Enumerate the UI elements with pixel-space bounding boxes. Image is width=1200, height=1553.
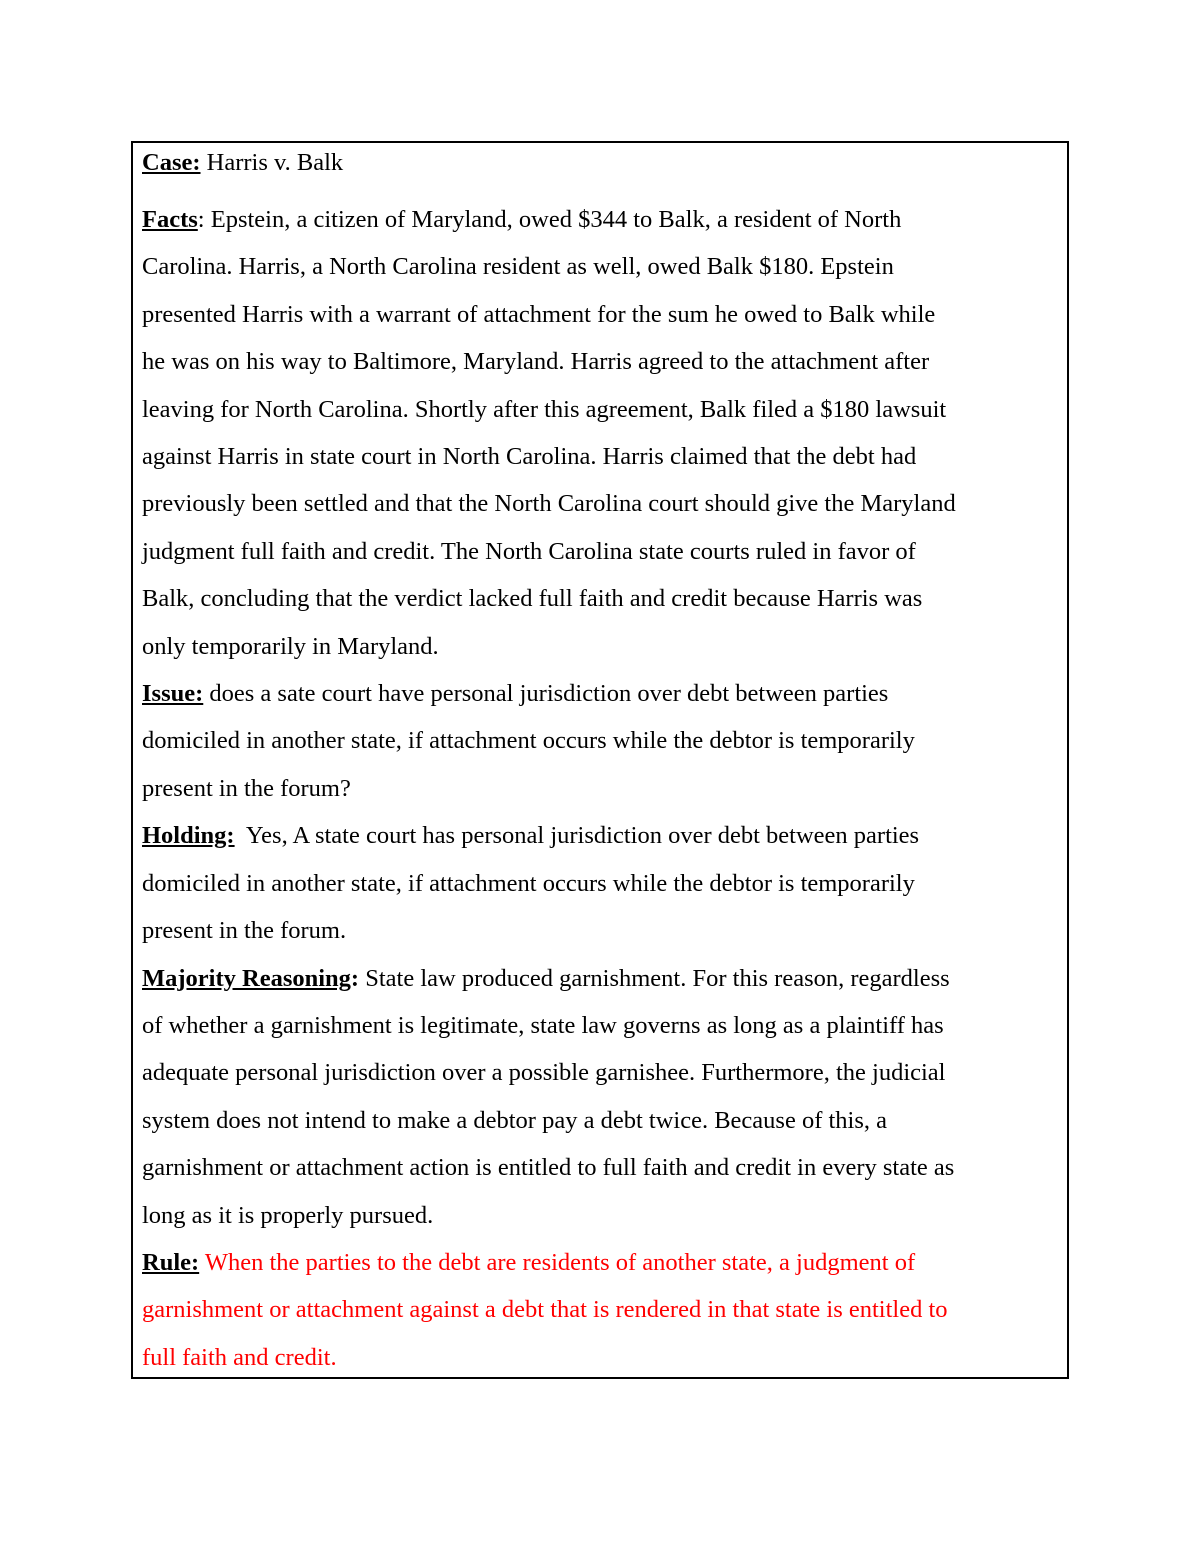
facts-line: Balk, concluding that the verdict lacked full faith and credit because Harris was	[142, 585, 923, 613]
reasoning-line: garnishment or attachment action is entitled to full faith and credit in every state as	[142, 1154, 955, 1182]
facts-text: Epstein, a citizen of Maryland, owed $344 to Balk, a resident of North	[204, 206, 902, 233]
issue-label: Issue:	[142, 680, 204, 708]
case-brief-box	[131, 141, 1069, 1379]
holding-line: domiciled in another state, if attachment occurs while the debtor is temporarily	[142, 869, 915, 897]
reasoning-section	[142, 955, 1055, 1239]
rule-label: Rule:	[142, 1248, 200, 1276]
rule-line: garnishment or attachment against a debt that is rendered in that state is entitled to	[142, 1296, 948, 1324]
facts-section	[142, 196, 1055, 670]
facts-line: Carolina. Harris, a North Carolina resident as well, owed Balk $180. Epstein	[142, 253, 894, 281]
reasoning-text: State law produced garnishment. For this reason, regardless	[359, 964, 950, 992]
issue-text: does a sate court have personal jurisdiction over debt between parties	[203, 680, 889, 708]
facts-line: he was on his way to Baltimore, Maryland. Harris agreed to the attachment after	[142, 348, 930, 376]
rule-section	[142, 1239, 1055, 1381]
facts-label: Facts	[142, 206, 198, 233]
issue-section	[142, 670, 1055, 812]
issue-line: domiciled in another state, if attachment occurs while the debtor is temporarily	[142, 727, 915, 755]
holding-line: present in the forum.	[142, 917, 347, 945]
facts-line: presented Harris with a warrant of attachment for the sum he owed to Balk while	[142, 300, 936, 328]
rule-text: When the parties to the debt are residents of another state, a judgment of	[199, 1248, 916, 1276]
issue-line: present in the forum?	[142, 774, 351, 802]
facts-line: only temporarily in Maryland.	[142, 632, 439, 660]
facts-colon: :	[197, 206, 205, 233]
facts-line: judgment full faith and credit. The North Carolina state courts ruled in favor of	[142, 537, 916, 565]
facts-line	[142, 196, 1055, 243]
case-label: Case:	[142, 149, 201, 176]
holding-text: Yes, A state court has personal jurisdiction over debt between parties	[234, 822, 920, 850]
reasoning-line: adequate personal jurisdiction over a possible garnishee. Furthermore, the judicial	[142, 1059, 946, 1087]
case-heading	[142, 147, 1055, 179]
holding-label: Holding:	[142, 822, 235, 850]
facts-line: leaving for North Carolina. Shortly after this agreement, Balk filed a $180 lawsuit	[142, 395, 947, 423]
holding-line	[142, 812, 1055, 859]
reasoning-label: Majority Reasoning	[142, 964, 351, 992]
case-name: Harris v. Balk	[200, 149, 344, 176]
rule-line	[142, 1239, 1055, 1286]
reasoning-line: system does not intend to make a debtor pay a debt twice. Because of this, a	[142, 1106, 888, 1134]
reasoning-colon: :	[350, 964, 360, 992]
facts-line: previously been settled and that the North Carolina court should give the Maryland	[142, 490, 956, 518]
reasoning-line: long as it is properly pursued.	[142, 1201, 434, 1229]
facts-line: against Harris in state court in North Carolina. Harris claimed that the debt had	[142, 443, 917, 471]
holding-section	[142, 812, 1055, 954]
issue-line	[142, 670, 1055, 717]
reasoning-line: of whether a garnishment is legitimate, state law governs as long as a plaintiff has	[142, 1011, 944, 1039]
rule-line: full faith and credit.	[142, 1343, 337, 1371]
reasoning-line	[142, 955, 1055, 1002]
